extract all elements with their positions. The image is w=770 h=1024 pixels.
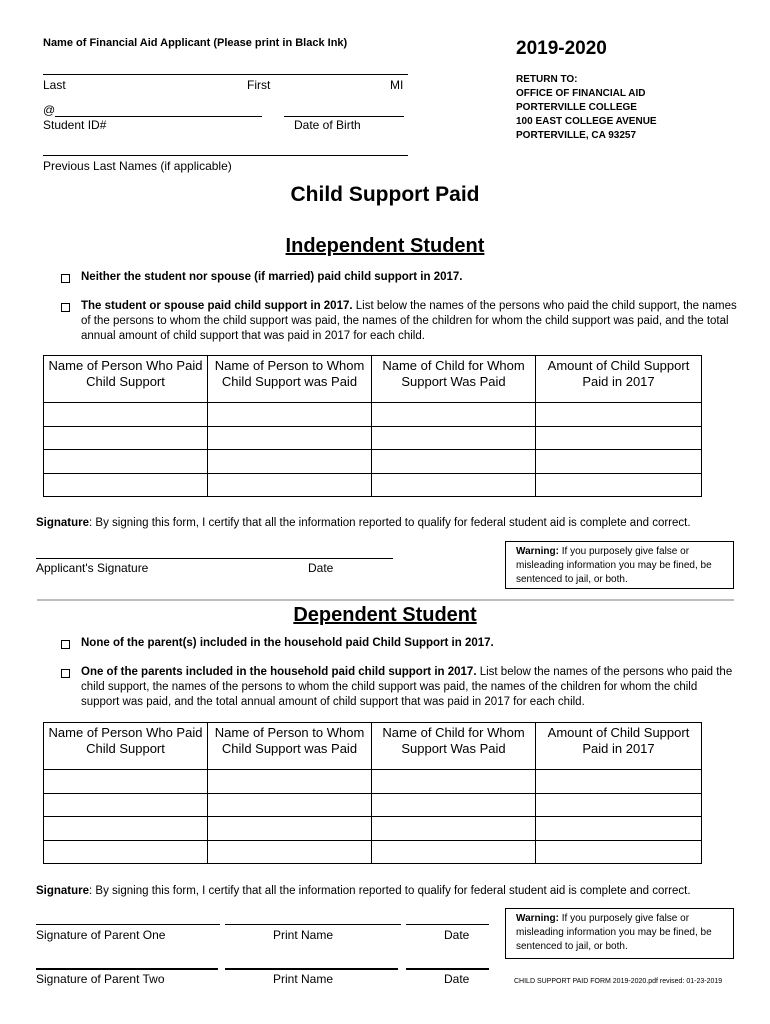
independent-paid-checkbox[interactable]	[61, 303, 70, 312]
table-cell[interactable]	[208, 817, 372, 841]
parent1-print-label: Print Name	[273, 928, 334, 942]
independent-none-checkbox[interactable]	[61, 274, 70, 283]
first-label: First	[247, 78, 271, 92]
col-header-child: Name of Child for Whom Support Was Paid	[372, 356, 536, 403]
col-header-payer: Name of Person Who Paid Child Support	[44, 356, 208, 403]
independent-heading: Independent Student	[285, 235, 485, 257]
table-row	[44, 473, 702, 497]
dependent-none-checkbox[interactable]	[61, 640, 70, 649]
previous-names-line[interactable]	[43, 155, 408, 156]
table-cell[interactable]	[372, 770, 536, 794]
table-cell[interactable]	[372, 840, 536, 864]
independent-table	[43, 355, 702, 497]
parent1-date-line[interactable]	[406, 924, 489, 925]
col-header-payer: Name of Person Who Paid Child Support	[44, 723, 208, 770]
table-cell[interactable]	[536, 403, 702, 427]
table-cell[interactable]	[44, 793, 208, 817]
form-footer: CHILD SUPPORT PAID FORM 2019-2020.pdf revised: 01-23-2019	[514, 978, 723, 985]
signature-text: : By signing this form, I certify that all the information reported to qualify for federal student aid is complete and correct.	[89, 517, 691, 529]
table-cell[interactable]	[372, 403, 536, 427]
student-id-line[interactable]	[55, 116, 262, 117]
table-cell[interactable]	[536, 426, 702, 450]
parent2-date-label: Date	[444, 972, 470, 986]
table-cell[interactable]	[44, 473, 208, 497]
warning-bold: Warning:	[516, 913, 559, 924]
table-cell[interactable]	[536, 817, 702, 841]
table-cell[interactable]	[44, 817, 208, 841]
last-label: Last	[43, 78, 66, 92]
applicant-date-label: Date	[308, 561, 334, 575]
parent1-signature-label: Signature of Parent One	[36, 928, 166, 942]
parent1-print-line[interactable]	[225, 924, 401, 925]
parent2-signature-line[interactable]	[36, 968, 218, 970]
table-cell[interactable]	[208, 426, 372, 450]
parent2-print-line[interactable]	[225, 968, 398, 970]
dependent-heading: Dependent Student	[293, 604, 477, 626]
table-row	[44, 770, 702, 794]
applicant-signature-line[interactable]	[36, 558, 393, 559]
return-address	[516, 73, 657, 143]
table-cell[interactable]	[372, 450, 536, 474]
independent-paid-bold: The student or spouse paid child support in 2017.	[81, 300, 353, 312]
parent2-date-line[interactable]	[406, 968, 489, 970]
table-cell[interactable]	[208, 450, 372, 474]
table-cell[interactable]	[208, 770, 372, 794]
mi-label: MI	[390, 78, 404, 92]
signature-bold: Signature	[36, 885, 90, 897]
col-header-amount: Amount of Child Support Paid in 2017	[536, 356, 702, 403]
signature-bold: Signature	[36, 517, 90, 529]
parent1-date-label: Date	[444, 928, 470, 942]
table-cell[interactable]	[536, 473, 702, 497]
table-cell[interactable]	[44, 770, 208, 794]
table-row	[44, 840, 702, 864]
parent2-print-label: Print Name	[273, 972, 334, 986]
table-row	[44, 403, 702, 427]
applicant-name-label: Name of Financial Aid Applicant (Please print in Black Ink)	[43, 37, 348, 49]
table-cell[interactable]	[44, 840, 208, 864]
parent2-signature-label: Signature of Parent Two	[36, 972, 165, 986]
table-row	[44, 426, 702, 450]
dependent-certification	[36, 885, 736, 897]
table-cell[interactable]	[372, 793, 536, 817]
student-id-label: Student ID#	[43, 118, 107, 132]
parent1-signature-line[interactable]	[36, 924, 220, 925]
at-sign: @	[43, 103, 56, 117]
table-cell[interactable]	[536, 793, 702, 817]
table-cell[interactable]	[372, 473, 536, 497]
table-cell[interactable]	[208, 793, 372, 817]
table-cell[interactable]	[208, 403, 372, 427]
table-cell[interactable]	[208, 840, 372, 864]
return-city: PORTERVILLE, CA 93257	[516, 130, 637, 141]
table-cell[interactable]	[536, 770, 702, 794]
dependent-paid-checkbox[interactable]	[61, 669, 70, 678]
independent-none-text: Neither the student nor spouse (if married) paid child support in 2017.	[81, 271, 463, 283]
applicant-signature-label: Applicant's Signature	[36, 561, 149, 575]
table-row	[44, 817, 702, 841]
table-cell[interactable]	[44, 426, 208, 450]
table-cell[interactable]	[536, 450, 702, 474]
table-cell[interactable]	[44, 403, 208, 427]
table-row	[44, 450, 702, 474]
col-header-payee: Name of Person to Whom Child Support was Paid	[208, 356, 372, 403]
return-to-label: RETURN TO:	[516, 74, 578, 85]
warning-text: If you purposely give false or misleading information you may be fined, be sentenced to jail, or both.	[516, 546, 712, 585]
dependent-paid-bold: One of the parents included in the household paid child support in 2017.	[81, 666, 477, 678]
dependent-none-text: None of the parent(s) included in the household paid Child Support in 2017.	[81, 637, 494, 649]
independent-paid-text: List below the names of the persons who paid the child support, the names of the persons to whom the child support was paid, the names of the children for whom the child support was paid, and the total annual amount of child support that was paid in 2017 for each child.	[81, 300, 737, 342]
return-college: PORTERVILLE COLLEGE	[516, 102, 637, 113]
warning-box	[505, 541, 734, 589]
warning-box	[505, 908, 734, 959]
dob-label: Date of Birth	[294, 118, 361, 132]
warning-text: If you purposely give false or misleading information you may be fined, be sentenced to jail, or both.	[516, 913, 712, 952]
table-row	[44, 793, 702, 817]
dependent-paid-text: List below the names of the persons who paid the child support, the names of the persons to whom the child support was paid, the names of the children for whom the child support was paid, and the total annual amount of child support that was paid in 2017 for each child.	[81, 666, 733, 708]
dependent-table	[43, 722, 702, 864]
warning-bold: Warning:	[516, 546, 559, 557]
signature-text: : By signing this form, I certify that all the information reported to qualify for federal student aid is complete and correct.	[89, 885, 691, 897]
section-divider	[37, 599, 734, 601]
independent-certification	[36, 517, 736, 529]
table-cell[interactable]	[44, 450, 208, 474]
table-cell[interactable]	[208, 473, 372, 497]
col-header-amount: Amount of Child Support Paid in 2017	[536, 723, 702, 770]
table-cell[interactable]	[536, 840, 702, 864]
col-header-child: Name of Child for Whom Support Was Paid	[372, 723, 536, 770]
dependent-option-paid	[61, 665, 737, 710]
name-line[interactable]	[43, 74, 408, 75]
form-title: Child Support Paid	[290, 183, 480, 206]
table-cell[interactable]	[372, 426, 536, 450]
dob-line[interactable]	[284, 116, 404, 117]
previous-names-label: Previous Last Names (if applicable)	[43, 159, 232, 173]
independent-option-paid	[61, 299, 737, 344]
table-cell[interactable]	[372, 817, 536, 841]
col-header-payee: Name of Person to Whom Child Support was Paid	[208, 723, 372, 770]
academic-year: 2019-2020	[516, 38, 607, 59]
return-street: 100 EAST COLLEGE AVENUE	[516, 116, 657, 127]
return-office: OFFICE OF FINANCIAL AID	[516, 88, 646, 99]
